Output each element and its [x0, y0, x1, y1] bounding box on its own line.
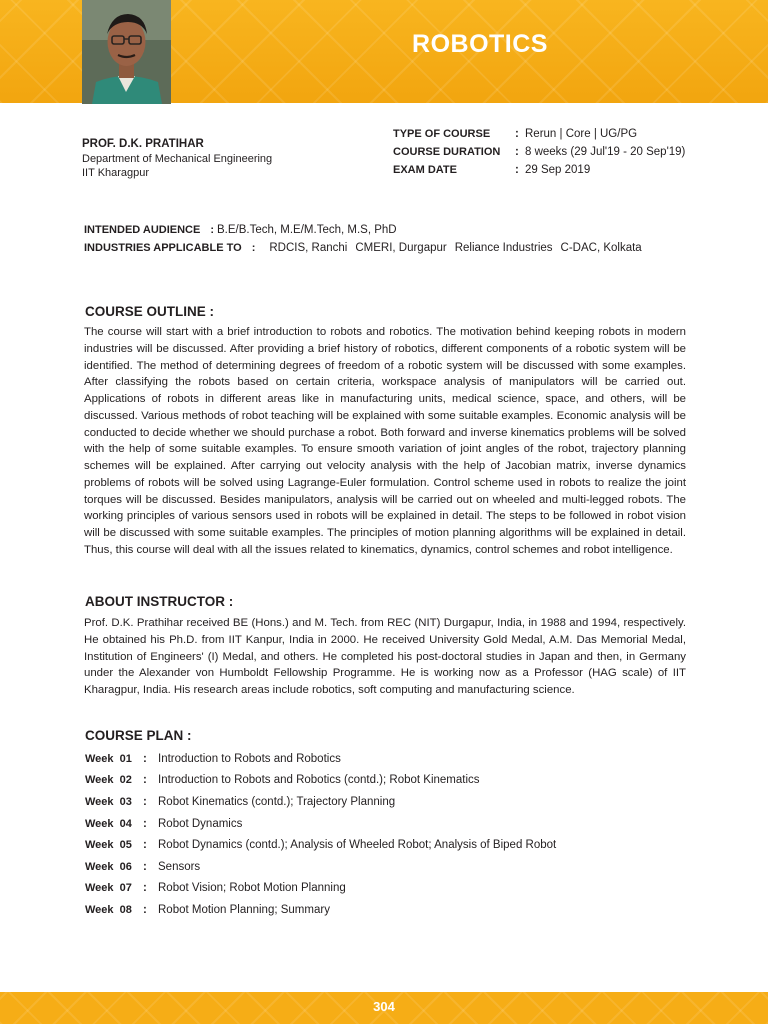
week-label: Week 01: [85, 752, 132, 765]
instructor-name: PROF. D.K. PRATIHAR: [82, 138, 204, 150]
colon: :: [143, 882, 147, 895]
industry-item: Reliance Industries: [454, 242, 553, 254]
week-topic: Introduction to Robots and Robotics: [158, 752, 341, 765]
week-label: Week 04: [85, 817, 132, 830]
week-row: [85, 899, 556, 921]
instructor-info: [82, 138, 272, 180]
industry-item: CMERI, Durgapur: [355, 242, 447, 254]
duration-dates: (29 Jul'19 - 20 Sep'19): [570, 146, 686, 158]
about-instructor-text: Prof. D.K. Prathihar received BE (Hons.) and M. Tech. from REC (NIT) Durgapur, India, in 1988 and 1994, respectively. He obtained his Ph.D. from IIT Kanpur, India in 2000. He received University Gold Medal, A.M. Das Memorial Medal, Institution of Engineers' (I) Medal, and others. He completed his post-doctoral studies in Japan and then, in Germany under the Alexander von Humboldt Fellowship Programme. He is working now as a Professor (HAG scale) of IIT Kharagpur, India. His research areas include robotics, soft computing and manufacturing science.: [84, 617, 686, 696]
week-label: Week 07: [85, 882, 132, 895]
industry-item: RDCIS, Ranchi: [269, 242, 348, 254]
exam-date-value: 29 Sep 2019: [525, 164, 591, 176]
course-outline-text: The course will start with a brief introduction to robots and robotics. The motivation behind keeping robots in modern industries will be discussed. After providing a brief history of robotics, different components of a robotic system will be identified. The method of determining degrees of freedom of a robotic system will be discussed with some examples. After classifying the robots based on certain criteria, workspace analysis of manipulators will be carried out. Applications of robots in different areas like in manufacturing units, medical science, space, and others, will be discussed. Various methods of robot teaching will be explained with some suitable examples. Economic analysis will be conducted to decide whether we should purchase a robot. Both forward and inverse kinematics problems will be solved with the help of some suitable examples. To ensure smooth variation of joint angles of the robot, trajectory planning schemes will be explained. After carrying out velocity analysis with the help of Jacobian matrix, inverse dynamics problems of robots will be solved using Lagrange-Euler formulation. Control scheme used in robots to realize the joint torques will be discussed. Besides manipulators, analysis will be carried out on wheeled and multi-legged robots. The working principles of various sensors used in robots will be explained in detail. The steps to be followed in robot vision will be discussed with some suitable examples. The principles of motion planning algorithms will be explained in detail. Thus, this course will deal with all the issues related to kinematics, dynamics, control schemes and robot intelligence.: [84, 326, 686, 556]
exam-date-label: EXAM DATE: [393, 164, 457, 176]
week-topic: Robot Dynamics (contd.); Analysis of Wheeled Robot; Analysis of Biped Robot: [158, 839, 557, 852]
week-topic: Introduction to Robots and Robotics (contd.); Robot Kinematics: [158, 774, 480, 787]
type-of-course-label: TYPE OF COURSE: [393, 128, 491, 140]
course-duration-row: [393, 143, 685, 161]
week-topic: Robot Vision; Robot Motion Planning: [158, 882, 346, 895]
week-row: [85, 878, 556, 900]
instructor-photo: [82, 0, 171, 104]
week-row: [85, 856, 556, 878]
course-plan-heading: COURSE PLAN :: [85, 728, 192, 743]
industry-item: C-DAC, Kolkata: [560, 242, 642, 254]
week-label: Week 06: [85, 860, 132, 873]
colon: :: [251, 242, 256, 254]
course-title: ROBOTICS: [412, 30, 548, 58]
colon: :: [143, 839, 147, 852]
intended-audience-label: INTENDED AUDIENCE: [84, 224, 201, 236]
course-duration-label: COURSE DURATION: [393, 146, 501, 158]
colon: :: [515, 164, 519, 176]
week-row: [85, 813, 556, 835]
course-outline-heading: COURSE OUTLINE :: [85, 304, 215, 319]
course-info: [393, 125, 685, 179]
week-topic: Robot Kinematics (contd.); Trajectory Planning: [158, 795, 396, 808]
week-row: [85, 791, 556, 813]
course-duration-value: [525, 143, 685, 161]
colon: :: [210, 224, 214, 236]
week-label: Week 05: [85, 839, 132, 852]
week-label: Week 03: [85, 795, 132, 808]
colon: :: [143, 860, 147, 873]
colon: :: [143, 903, 147, 916]
about-instructor-heading: ABOUT INSTRUCTOR :: [85, 594, 234, 609]
week-row: [85, 748, 556, 770]
week-row: [85, 770, 556, 792]
week-topic: Robot Motion Planning; Summary: [158, 903, 330, 916]
colon: :: [143, 752, 147, 765]
week-row: [85, 834, 556, 856]
week-label: Week 08: [85, 903, 132, 916]
colon: :: [143, 795, 147, 808]
duration-weeks: 8 weeks: [525, 146, 568, 158]
week-topic: Sensors: [158, 860, 201, 873]
type-of-course-row: [393, 125, 685, 143]
audience-block: [84, 221, 642, 257]
colon: :: [143, 774, 147, 787]
intended-audience-row: [84, 221, 642, 239]
exam-date-row: [393, 161, 685, 179]
week-label: Week 02: [85, 774, 132, 787]
industries-label: INDUSTRIES APPLICABLE TO: [84, 242, 242, 254]
instructor-department: Department of Mechanical Engineering: [82, 153, 273, 165]
instructor-institute: IIT Kharagpur: [82, 167, 150, 179]
week-topic: Robot Dynamics: [158, 817, 243, 830]
industries-row: [84, 239, 642, 257]
intended-audience-value: B.E/B.Tech, M.E/M.Tech, M.S, PhD: [217, 224, 397, 236]
colon: :: [143, 817, 147, 830]
course-plan-list: [85, 748, 556, 921]
colon: :: [515, 146, 519, 158]
footer-banner: [0, 992, 768, 1024]
page-number: 304: [373, 999, 395, 1014]
type-of-course-value: Rerun | Core | UG/PG: [525, 128, 638, 140]
colon: :: [515, 128, 519, 140]
